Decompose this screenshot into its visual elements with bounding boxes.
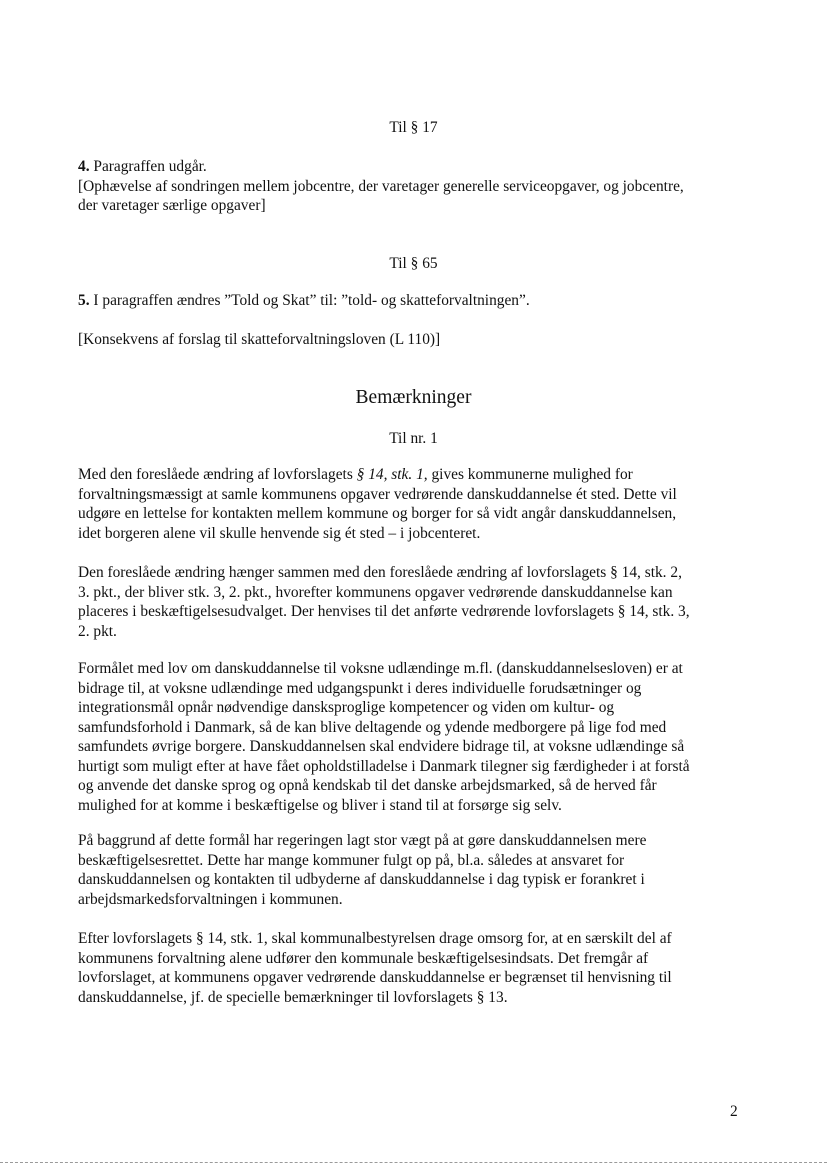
paragraph-5-line: kommunens forvaltning alene udfører den kommunale beskæftigelsesindsats. Det fremgår af [78, 949, 649, 967]
paragraph-3-line: bidrage til, at voksne udlændinge med udgangspunkt i deres individuelle forudsætninger og [78, 679, 642, 697]
paragraph-5-line: Efter lovforslagets § 14, stk. 1, skal kommunalbestyrelsen drage omsorg for, at en særskilt del af [78, 930, 672, 947]
item-4-line [78, 157, 758, 177]
paragraph-1-text: Med den foreslåede ændring af lovforslagets [78, 466, 357, 483]
law-reference-italic: § 14, stk. 1, [356, 466, 428, 483]
paragraph-4-line: beskæftigelsesrettet. Dette har mange kommuner fulgt op på, bl.a. således at ansvaret for [78, 851, 625, 869]
paragraph-1-text: gives kommunerne mulighed for [427, 466, 633, 483]
paragraph-3-line: samfundsforhold i Danmark, så de kan blive deltagende og ydende medborgere på lige fod med [78, 718, 667, 736]
paragraph-5 [78, 929, 758, 1007]
item-4-note-line: [Ophævelse af sondringen mellem jobcentre, der varetager generelle serviceopgaver, og jobcentre, [78, 177, 684, 195]
paragraph-4-line: På baggrund af dette formål har regeringen lagt stor vægt på at gøre danskuddannelsen mere [78, 832, 647, 849]
item-5-text: I paragraffen ændres ”Told og Skat” til: ”told- og skatteforvaltningen”. [89, 292, 530, 309]
paragraph-3-line: samfundets øvrige borgere. Danskuddannelsen skal endvidere bidrage til, at voksne udlændinge så [78, 738, 685, 755]
paragraph-3-line: og anvende det danske sprog og opnå kendskab til det danske arbejdsmarked, så de herved får [78, 777, 657, 794]
paragraph-4 [78, 831, 758, 909]
item-5-line [78, 291, 758, 311]
item-5 [78, 291, 758, 311]
item-5-note: [Konsekvens af forslag til skatteforvaltningsloven (L 110)] [78, 331, 441, 348]
item-4 [78, 157, 758, 216]
paragraph-4-line: danskuddannelsen og kontakten til udbyderne af danskuddannelse i dag typisk er forankret i [78, 871, 645, 888]
paragraph-2-line: Den foreslåede ændring hænger sammen med den foreslåede ændring af lovforslagets § 14, stk. 2, [78, 564, 682, 581]
section-heading-til-17: Til § 17 [389, 119, 438, 136]
scan-bottom-edge-divider [0, 1162, 827, 1163]
page-number: 2 [730, 1103, 738, 1120]
paragraph-5-line: danskuddannelse, jf. de specielle bemærkninger til lovforslagets § 13. [78, 988, 508, 1006]
paragraph-1-line: forvaltningsmæssigt at samle kommunens opgaver vedrørende danskuddannelse ét sted. Dette vil [78, 485, 677, 503]
paragraph-5-line: lovforslaget, at kommunens opgaver vedrørende danskuddannelse er begrænset til henvisning til [78, 969, 672, 986]
item-4-text: Paragraffen udgår. [89, 158, 207, 175]
paragraph-4-line: arbejdsmarkedsforvaltningen i kommunen. [78, 890, 343, 908]
paragraph-1-line [78, 465, 758, 485]
section-heading-til-65: Til § 65 [389, 255, 438, 272]
paragraph-2-line: 3. pkt., der bliver stk. 3, 2. pkt., hvorefter kommunens opgaver vedrørende danskuddannelse kan [78, 583, 673, 601]
paragraph-1-line: idet borgeren alene vil skulle henvende sig ét sted – i jobcenteret. [78, 524, 481, 542]
paragraph-3 [78, 659, 758, 815]
paragraph-3-line: mulighed for at komme i beskæftigelse og bliver i stand til at forsørge sig selv. [78, 796, 562, 814]
paragraph-1 [78, 465, 758, 543]
paragraph-2-line: 2. pkt. [78, 622, 117, 640]
item-5-number: 5. [78, 292, 90, 309]
remarks-subheading: Til nr. 1 [389, 430, 438, 447]
paragraph-3-line: integrationsmål opnår nødvendige dansksproglige kompetencer og viden om kultur- og [78, 699, 615, 716]
paragraph-3-line: Formålet med lov om danskuddannelse til voksne udlændinge m.fl. (danskuddannelsesloven) er at [78, 660, 683, 677]
item-4-number: 4. [78, 158, 90, 175]
paragraph-2-line: placeres i beskæftigelsesudvalget. Der henvises til det anførte vedrørende lovforslagets § 14, stk. 3, [78, 603, 690, 620]
paragraph-1-line: udgøre en lettelse for kontakten mellem kommune og borger for så vidt angår danskuddannelsen, [78, 505, 677, 522]
item-4-note-line: der varetager særlige opgaver] [78, 197, 266, 214]
paragraph-2 [78, 563, 758, 641]
remarks-title: Bemærkninger [355, 387, 472, 408]
paragraph-3-line: hurtigt som muligt efter at have fået opholdstilladelse i Danmark tilegner sig færdigheder i at forstå [78, 757, 690, 775]
